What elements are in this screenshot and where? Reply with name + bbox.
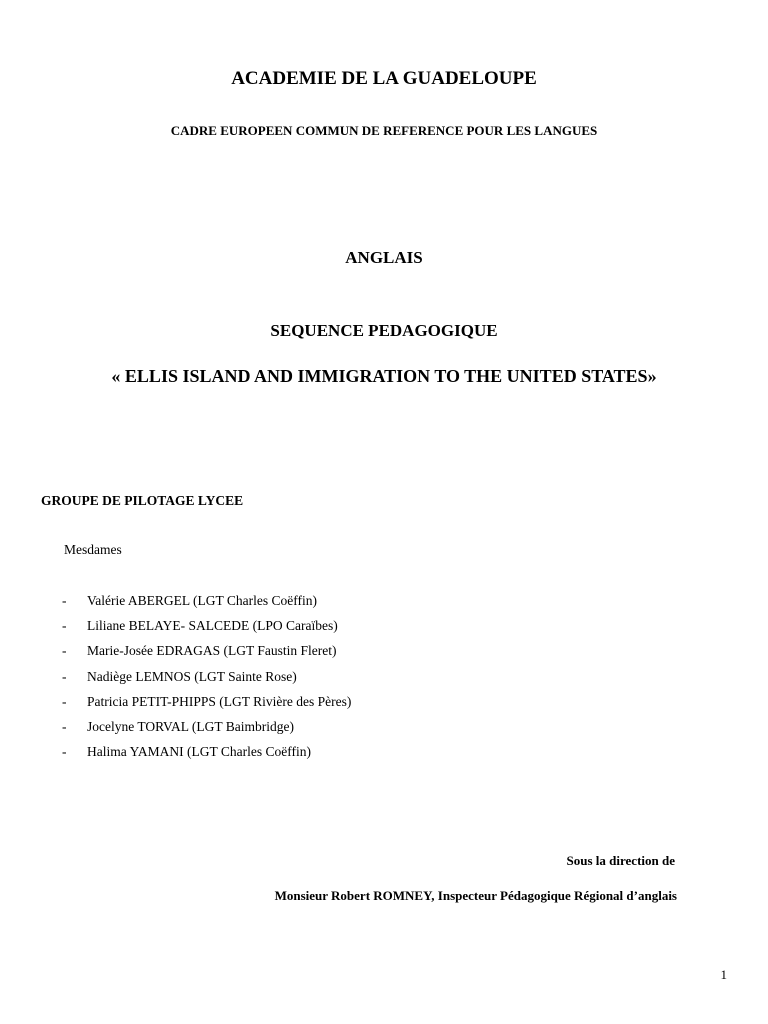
member-name: Jocelyne TORVAL (LGT Baimbridge) bbox=[87, 718, 295, 734]
list-item bbox=[62, 642, 351, 667]
list-item bbox=[62, 592, 351, 617]
inspector-name: Monsieur Robert ROMNEY, Inspecteur Pédagogique Régional d’anglais bbox=[274, 888, 677, 903]
list-dash: - bbox=[62, 668, 67, 684]
direction-label: Sous la direction de bbox=[566, 853, 675, 868]
member-name: Patricia PETIT-PHIPPS (LGT Rivière des Pères) bbox=[87, 693, 352, 709]
list-item bbox=[62, 693, 351, 718]
list-dash: - bbox=[62, 643, 67, 659]
list-dash: - bbox=[62, 618, 67, 634]
member-list bbox=[62, 592, 351, 768]
member-name: Nadiège LEMNOS (LGT Sainte Rose) bbox=[87, 668, 297, 684]
group-title: GROUPE DE PILOTAGE LYCEE bbox=[41, 493, 244, 508]
academy-title: ACADEMIE DE LA GUADELOUPE bbox=[231, 68, 537, 89]
sequence-title: « ELLIS ISLAND AND IMMIGRATION TO THE UNITED STATES» bbox=[111, 366, 657, 386]
salutation: Mesdames bbox=[64, 542, 122, 557]
sequence-label: SEQUENCE PEDAGOGIQUE bbox=[270, 321, 498, 340]
member-name: Liliane BELAYE- SALCEDE (LPO Caraïbes) bbox=[87, 618, 338, 634]
list-dash: - bbox=[62, 593, 67, 608]
member-name: Marie-Josée EDRAGAS (LGT Faustin Fleret) bbox=[87, 643, 337, 659]
member-name: Valérie ABERGEL (LGT Charles Coëffin) bbox=[87, 593, 317, 608]
subject-heading: ANGLAIS bbox=[345, 248, 423, 267]
list-dash: - bbox=[62, 718, 67, 734]
list-dash: - bbox=[62, 693, 67, 709]
framework-subtitle: CADRE EUROPEEN COMMUN DE REFERENCE POUR LES LANGUES bbox=[170, 123, 598, 138]
list-item bbox=[62, 718, 351, 743]
member-name: Halima YAMANI (LGT Charles Coëffin) bbox=[87, 744, 311, 760]
list-dash: - bbox=[62, 744, 67, 760]
list-item bbox=[62, 617, 351, 642]
page-number: 1 bbox=[720, 967, 727, 982]
list-item bbox=[62, 668, 351, 693]
list-item bbox=[62, 743, 351, 768]
